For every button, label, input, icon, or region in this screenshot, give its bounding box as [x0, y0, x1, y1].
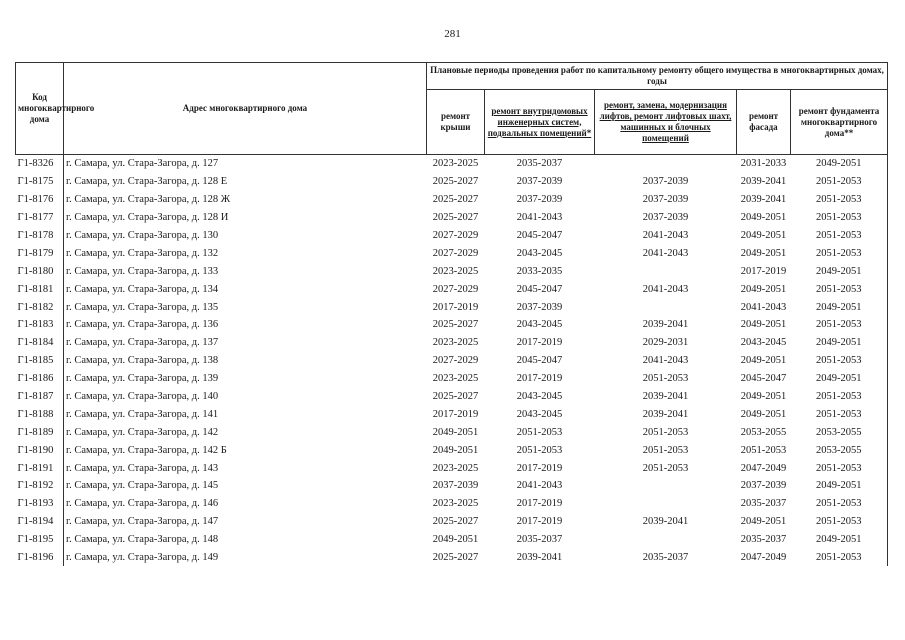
table-row	[16, 280, 888, 298]
table-row	[16, 209, 888, 227]
roof-cell: 2023-2025	[432, 337, 479, 349]
code-cell: Г1-8326	[16, 155, 64, 173]
roof-cell: 2049-2051	[432, 426, 479, 438]
foundation-cell: 2051-2053	[791, 191, 888, 209]
code-cell: Г1-8178	[16, 227, 64, 245]
systems-cell: 2045-2047	[516, 283, 563, 295]
foundation-cell: 2051-2053	[791, 459, 888, 477]
facade-cell: 2017-2019	[740, 265, 787, 277]
address-cell: г. Самара, ул. Стара-Загора, д. 133	[66, 265, 219, 277]
table-row	[16, 262, 888, 280]
code-cell: Г1-8185	[16, 352, 64, 370]
address-cell: г. Самара, ул. Стара-Загора, д. 130	[66, 230, 219, 241]
table-row	[16, 227, 888, 245]
table-row	[16, 495, 888, 513]
facade-cell: 2039-2041	[740, 194, 787, 206]
lifts-cell: 2039-2041	[642, 408, 689, 420]
table-row	[16, 549, 888, 567]
page-number: 281	[444, 28, 461, 40]
roof-cell: 2049-2051	[432, 444, 479, 456]
facade-cell: 2035-2037	[740, 534, 787, 546]
lifts-cell: 2039-2041	[642, 391, 689, 403]
roof-cell: 2023-2025	[432, 373, 479, 385]
code-cell: Г1-8175	[16, 173, 64, 191]
foundation-cell: 2051-2053	[791, 227, 888, 245]
roof-cell: 2025-2027	[432, 176, 479, 188]
foundation-cell: 2051-2053	[791, 388, 888, 406]
roof-cell: 2027-2029	[432, 230, 479, 241]
facade-cell: 2049-2051	[740, 391, 787, 403]
lifts-cell: 2039-2041	[642, 319, 689, 331]
address-cell: г. Самара, ул. Стара-Загора, д. 148	[66, 534, 219, 546]
table-row	[16, 423, 888, 441]
facade-cell: 2031-2033	[740, 158, 787, 170]
address-cell: г. Самара, ул. Стара-Загора, д. 145	[66, 480, 219, 492]
address-cell: г. Самара, ул. Стара-Загора, д. 139	[66, 373, 219, 385]
foundation-cell: 2051-2053	[791, 173, 888, 191]
roof-cell: 2025-2027	[432, 552, 479, 564]
foundation-cell: 2051-2053	[791, 280, 888, 298]
facade-cell: 2049-2051	[740, 516, 787, 528]
systems-cell: 2043-2045	[516, 247, 563, 259]
lifts-cell: 2037-2039	[642, 194, 689, 206]
table-body	[16, 155, 888, 567]
foundation-cell: 2049-2051	[791, 370, 888, 388]
roof-cell: 2025-2027	[432, 319, 479, 331]
address-cell: г. Самара, ул. Стара-Загора, д. 138	[66, 355, 219, 367]
roof-cell: 2027-2029	[432, 247, 479, 259]
facade-cell: 2049-2051	[740, 212, 787, 224]
address-cell: г. Самара, ул. Стара-Загора, д. 146	[66, 498, 219, 510]
systems-cell: 2017-2019	[516, 498, 563, 510]
address-cell: г. Самара, ул. Стара-Загора, д. 142 Б	[66, 444, 227, 456]
lifts-cell: 2039-2041	[642, 516, 689, 528]
systems-cell: 2045-2047	[516, 230, 563, 241]
code-cell: Г1-8176	[16, 191, 64, 209]
address-cell: г. Самара, ул. Стара-Загора, д. 140	[66, 391, 219, 403]
code-cell: Г1-8179	[16, 244, 64, 262]
facade-cell: 2049-2051	[740, 319, 787, 331]
foundation-cell: 2049-2051	[791, 334, 888, 352]
facade-cell: 2035-2037	[740, 498, 787, 510]
lifts-cell	[595, 477, 737, 495]
address-cell: г. Самара, ул. Стара-Загора, д. 136	[66, 319, 219, 331]
code-cell: Г1-8180	[16, 262, 64, 280]
table-row	[16, 334, 888, 352]
header-code: Код многоквартирного дома	[16, 63, 64, 155]
address-cell: г. Самара, ул. Стара-Загора, д. 127	[66, 158, 219, 170]
roof-cell: 2025-2027	[432, 516, 479, 528]
table-row	[16, 513, 888, 531]
table-row	[16, 191, 888, 209]
code-cell: Г1-8177	[16, 209, 64, 227]
lifts-cell: 2051-2053	[642, 462, 689, 474]
facade-cell: 2053-2055	[740, 426, 787, 438]
lifts-cell: 2037-2039	[642, 212, 689, 224]
table-row	[16, 155, 888, 173]
code-cell: Г1-8193	[16, 495, 64, 513]
foundation-cell: 2051-2053	[791, 316, 888, 334]
roof-cell: 2023-2025	[432, 462, 479, 474]
lifts-cell: 2051-2053	[642, 373, 689, 385]
foundation-cell: 2049-2051	[791, 531, 888, 549]
systems-cell: 2041-2043	[516, 480, 563, 492]
facade-cell: 2041-2043	[740, 301, 787, 313]
systems-cell: 2017-2019	[516, 516, 563, 528]
roof-cell: 2023-2025	[432, 158, 479, 170]
code-cell: Г1-8188	[16, 405, 64, 423]
facade-cell: 2045-2047	[740, 373, 787, 385]
code-cell: Г1-8184	[16, 334, 64, 352]
header-systems-label: ремонт внутридомовых инженерных систем, подвальных помещений*	[487, 105, 592, 138]
lifts-cell: 2037-2039	[642, 176, 689, 188]
table-row	[16, 316, 888, 334]
systems-cell: 2051-2053	[516, 426, 563, 438]
lifts-cell	[595, 495, 737, 513]
header-facade: ремонт фасада	[737, 90, 791, 155]
table-row	[16, 459, 888, 477]
facade-cell: 2039-2041	[740, 176, 787, 188]
foundation-cell: 2053-2055	[791, 423, 888, 441]
lifts-cell: 2041-2043	[642, 230, 689, 241]
code-cell: Г1-8190	[16, 441, 64, 459]
roof-cell: 2027-2029	[432, 283, 479, 295]
roof-cell: 2049-2051	[432, 534, 479, 546]
systems-cell: 2035-2037	[516, 534, 563, 546]
address-cell: г. Самара, ул. Стара-Загора, д. 147	[66, 516, 219, 528]
header-group: Плановые периоды проведения работ по капитальному ремонту общего имущества в многоквартирных домах, годы	[427, 63, 888, 90]
systems-cell: 2017-2019	[516, 337, 563, 349]
code-cell: Г1-8195	[16, 531, 64, 549]
header-lifts-label: ремонт, замена, модернизация лифтов, ремонт лифтовых шахт, машинных и блочных помещений	[599, 100, 732, 143]
foundation-cell: 2051-2053	[791, 513, 888, 531]
systems-cell: 2035-2037	[516, 158, 563, 170]
systems-cell: 2043-2045	[516, 319, 563, 331]
roof-cell: 2017-2019	[432, 301, 479, 313]
code-cell: Г1-8181	[16, 280, 64, 298]
table-row	[16, 388, 888, 406]
facade-cell: 2047-2049	[740, 552, 787, 564]
roof-cell: 2027-2029	[432, 355, 479, 367]
systems-cell: 2037-2039	[516, 301, 563, 313]
code-cell: Г1-8196	[16, 549, 64, 567]
table-row	[16, 298, 888, 316]
address-cell: г. Самара, ул. Стара-Загора, д. 132	[66, 247, 219, 259]
foundation-cell: 2049-2051	[791, 298, 888, 316]
foundation-cell: 2053-2055	[791, 441, 888, 459]
table-row	[16, 531, 888, 549]
lifts-cell	[595, 531, 737, 549]
roof-cell: 2025-2027	[432, 391, 479, 403]
lifts-cell: 2041-2043	[642, 247, 689, 259]
lifts-cell: 2051-2053	[642, 426, 689, 438]
systems-cell: 2037-2039	[516, 176, 563, 188]
foundation-cell: 2051-2053	[791, 495, 888, 513]
foundation-cell: 2051-2053	[791, 549, 888, 567]
table-row	[16, 405, 888, 423]
systems-cell: 2037-2039	[516, 194, 563, 206]
lifts-cell: 2035-2037	[642, 552, 689, 564]
table-row	[16, 441, 888, 459]
facade-cell: 2047-2049	[740, 462, 787, 474]
foundation-cell: 2049-2051	[791, 477, 888, 495]
table-row	[16, 173, 888, 191]
lifts-cell: 2041-2043	[642, 355, 689, 367]
table-row	[16, 477, 888, 495]
table-row	[16, 352, 888, 370]
lifts-cell	[595, 298, 737, 316]
table-row	[16, 244, 888, 262]
systems-cell: 2043-2045	[516, 391, 563, 403]
foundation-cell: 2051-2053	[791, 244, 888, 262]
code-cell: Г1-8183	[16, 316, 64, 334]
address-cell: г. Самара, ул. Стара-Загора, д. 149	[66, 552, 219, 564]
systems-cell: 2045-2047	[516, 355, 563, 367]
code-cell: Г1-8191	[16, 459, 64, 477]
facade-cell: 2051-2053	[740, 444, 787, 456]
code-cell: Г1-8186	[16, 370, 64, 388]
foundation-cell: 2049-2051	[791, 155, 888, 173]
code-cell: Г1-8192	[16, 477, 64, 495]
code-cell: Г1-8189	[16, 423, 64, 441]
systems-cell: 2033-2035	[516, 265, 563, 277]
address-cell: г. Самара, ул. Стара-Загора, д. 137	[66, 337, 219, 349]
code-cell: Г1-8194	[16, 513, 64, 531]
foundation-cell: 2051-2053	[791, 352, 888, 370]
address-cell: г. Самара, ул. Стара-Загора, д. 128 Ж	[66, 194, 231, 206]
address-cell: г. Самара, ул. Стара-Загора, д. 142	[66, 426, 219, 438]
header-lifts	[595, 90, 737, 155]
code-cell: Г1-8182	[16, 298, 64, 316]
table-header	[16, 63, 888, 155]
facade-cell: 2037-2039	[740, 480, 787, 492]
facade-cell: 2043-2045	[740, 337, 787, 349]
roof-cell: 2025-2027	[432, 194, 479, 206]
lifts-cell: 2051-2053	[642, 444, 689, 456]
table-row	[16, 370, 888, 388]
roof-cell: 2037-2039	[432, 480, 479, 492]
address-cell: г. Самара, ул. Стара-Загора, д. 128 Е	[66, 176, 228, 188]
roof-cell: 2025-2027	[432, 212, 479, 224]
address-cell: г. Самара, ул. Стара-Загора, д. 143	[66, 462, 219, 474]
lifts-cell	[595, 155, 737, 173]
roof-cell: 2023-2025	[432, 265, 479, 277]
facade-cell: 2049-2051	[740, 247, 787, 259]
header-foundation: ремонт фундамента многоквартирного дома**	[791, 90, 888, 155]
address-cell: г. Самара, ул. Стара-Загора, д. 135	[66, 301, 219, 313]
foundation-cell: 2051-2053	[791, 405, 888, 423]
code-cell: Г1-8187	[16, 388, 64, 406]
address-cell: г. Самара, ул. Стара-Загора, д. 134	[66, 283, 219, 295]
foundation-cell: 2051-2053	[791, 209, 888, 227]
header-roof: ремонт крыши	[427, 90, 485, 155]
systems-cell: 2043-2045	[516, 408, 563, 420]
lifts-cell: 2029-2031	[642, 337, 689, 349]
lifts-cell: 2041-2043	[642, 283, 689, 295]
header-systems	[485, 90, 595, 155]
systems-cell: 2017-2019	[516, 373, 563, 385]
roof-cell: 2017-2019	[432, 408, 479, 420]
lifts-cell	[595, 262, 737, 280]
roof-cell: 2023-2025	[432, 498, 479, 510]
facade-cell: 2049-2051	[740, 355, 787, 367]
address-cell: г. Самара, ул. Стара-Загора, д. 141	[66, 408, 219, 420]
systems-cell: 2051-2053	[516, 444, 563, 456]
systems-cell: 2039-2041	[516, 552, 563, 564]
systems-cell: 2017-2019	[516, 462, 563, 474]
capital-repair-table	[15, 62, 888, 566]
foundation-cell: 2049-2051	[791, 262, 888, 280]
header-address: Адрес многоквартирного дома	[64, 63, 427, 155]
systems-cell: 2041-2043	[516, 212, 563, 224]
facade-cell: 2049-2051	[740, 230, 787, 241]
address-cell: г. Самара, ул. Стара-Загора, д. 128 И	[66, 212, 229, 224]
facade-cell: 2049-2051	[740, 283, 787, 295]
facade-cell: 2049-2051	[740, 408, 787, 420]
